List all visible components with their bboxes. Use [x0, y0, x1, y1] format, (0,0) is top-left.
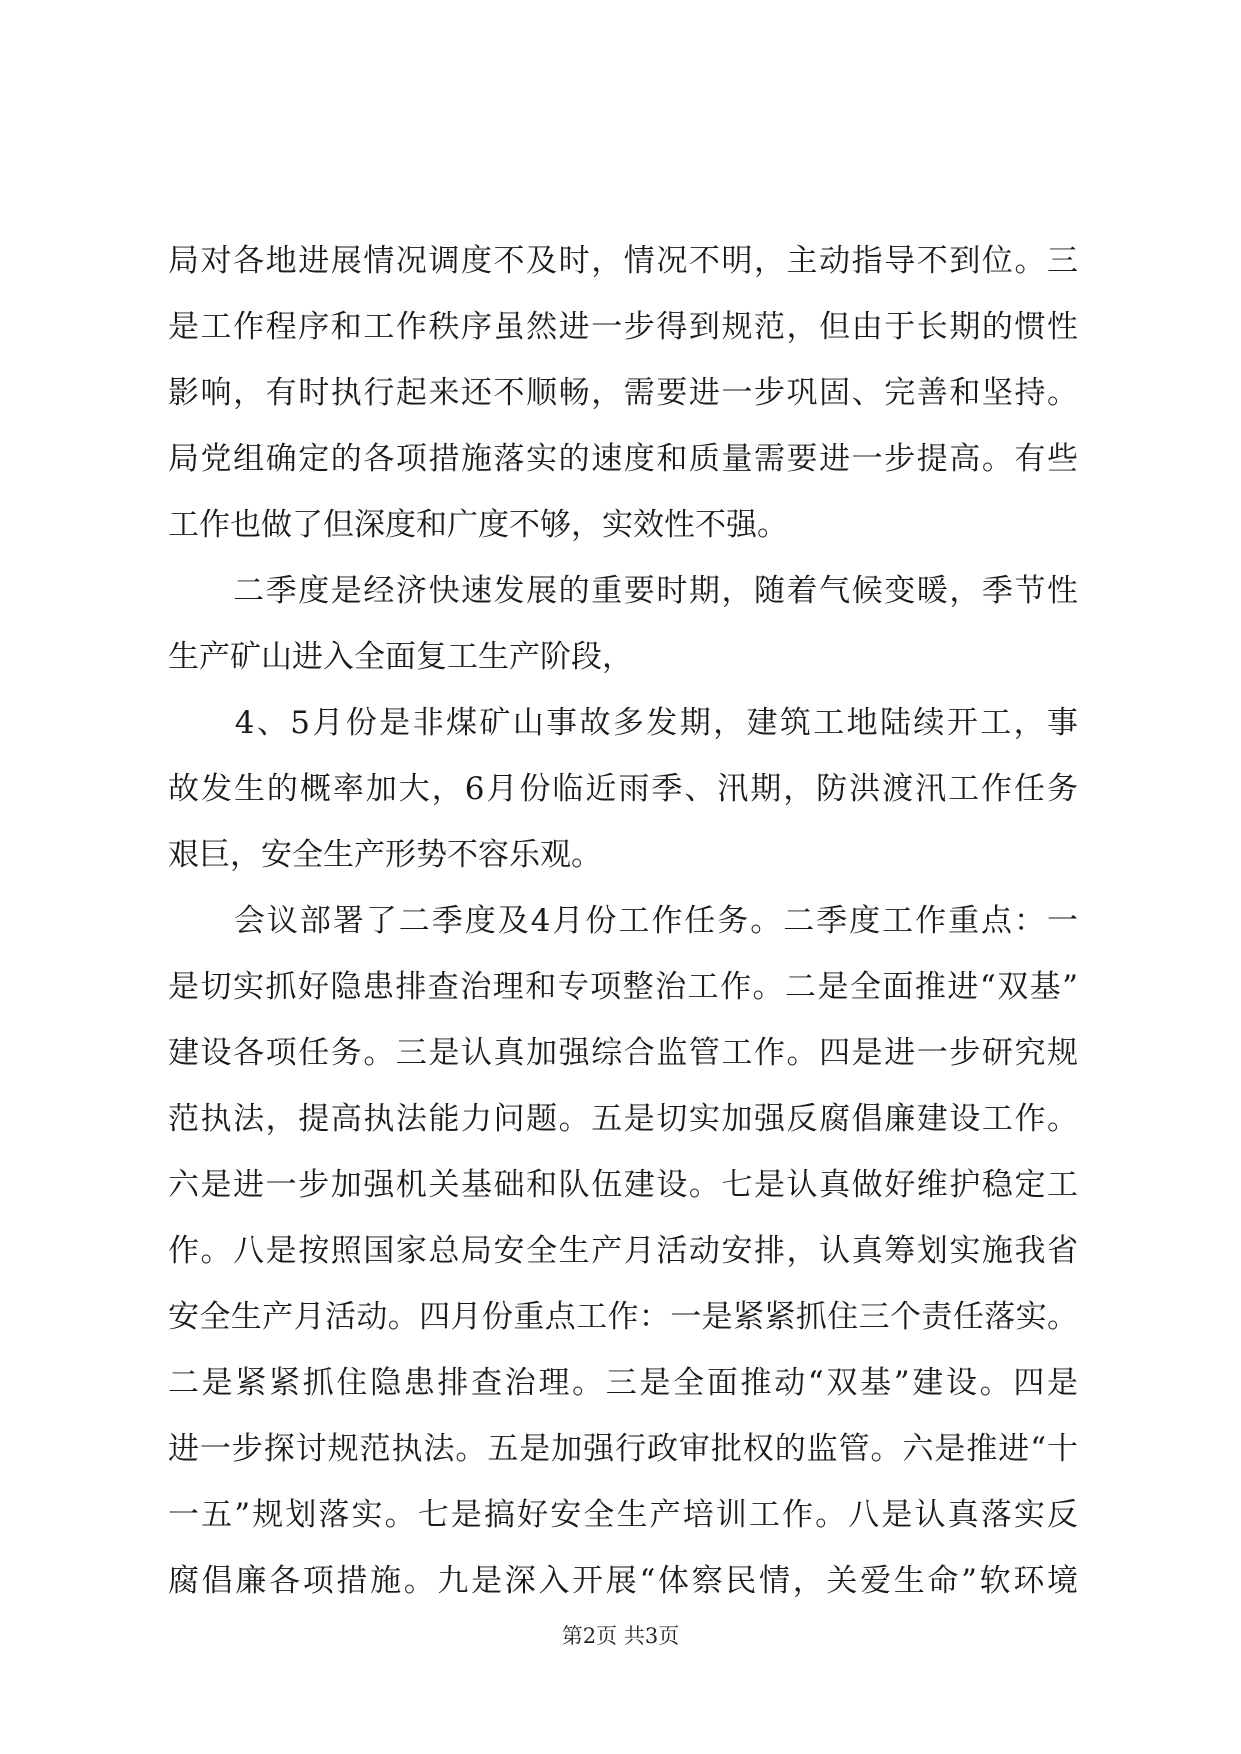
text-line: 影响，有时执行起来还不顺畅，需要进一步巩固、完善和坚持。	[168, 375, 1078, 411]
text-line: 二季度是经济快速发展的重要时期，随着气候变暖，季节性	[168, 573, 1078, 609]
text-line: 是工作程序和工作秩序虽然进一步得到规范，但由于长期的惯性	[168, 309, 1078, 345]
body-text	[168, 228, 1078, 1614]
text-line: 艰巨，安全生产形势不容乐观。	[168, 837, 602, 873]
text-line: 生产矿山进入全面复工生产阶段，	[168, 639, 633, 675]
text-line: 范执法，提高执法能力问题。五是切实加强反腐倡廉建设工作。	[168, 1101, 1078, 1137]
text-line: 进一步探讨规范执法。五是加强行政审批权的监管。六是推进“十	[168, 1431, 1078, 1467]
text-line: 作。八是按照国家总局安全生产月活动安排，认真筹划实施我省	[168, 1233, 1078, 1269]
text-line: 工作也做了但深度和广度不够，实效性不强。	[168, 507, 788, 543]
text-line: 局党组确定的各项措施落实的速度和质量需要进一步提高。有些	[168, 441, 1078, 477]
text-line: 是切实抓好隐患排查治理和专项整治工作。二是全面推进“双基”	[168, 969, 1078, 1005]
text-line: 局对各地进展情况调度不及时，情况不明，主动指导不到位。三	[168, 243, 1078, 279]
text-line: 4、5月份是非煤矿山事故多发期，建筑工地陆续开工，事	[168, 705, 1078, 741]
text-line: 二是紧紧抓住隐患排查治理。三是全面推动“双基”建设。四是	[168, 1365, 1078, 1401]
text-line: 一五”规划落实。七是搞好安全生产培训工作。八是认真落实反	[168, 1497, 1078, 1533]
text-line: 建设各项任务。三是认真加强综合监管工作。四是进一步研究规	[168, 1035, 1078, 1071]
page-number-footer: 第2页 共3页	[561, 1624, 680, 1648]
text-line: 腐倡廉各项措施。九是深入开展“体察民情，关爱生命”软环境	[168, 1563, 1078, 1599]
text-line: 六是进一步加强机关基础和队伍建设。七是认真做好维护稳定工	[168, 1167, 1078, 1203]
text-line: 故发生的概率加大，6月份临近雨季、汛期，防洪渡汛工作任务	[168, 771, 1078, 807]
text-line: 安全生产月活动。四月份重点工作：一是紧紧抓住三个责任落实。	[168, 1299, 1078, 1335]
text-line: 会议部署了二季度及4月份工作任务。二季度工作重点：一	[168, 903, 1078, 939]
